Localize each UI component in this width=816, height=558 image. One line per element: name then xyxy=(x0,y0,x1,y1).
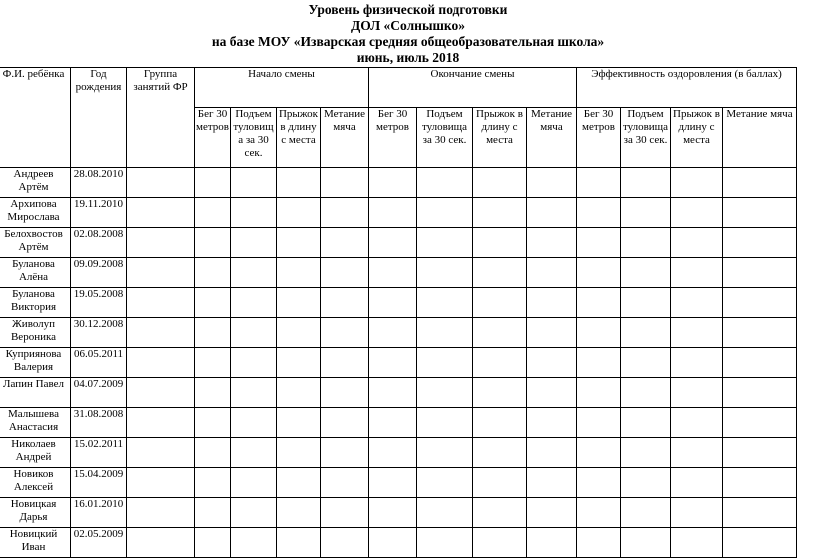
empty-cell xyxy=(277,348,321,378)
title-line-2: ДОЛ «Солнышко» xyxy=(350,18,465,33)
empty-cell xyxy=(417,528,473,558)
empty-cell xyxy=(369,498,417,528)
table-row xyxy=(0,348,797,378)
empty-cell xyxy=(417,198,473,228)
empty-cell xyxy=(321,438,369,468)
student-name: Новицкий Иван xyxy=(0,528,71,558)
empty-cell xyxy=(577,498,621,528)
header-start-run: Бег 30 метров xyxy=(195,108,231,168)
empty-cell xyxy=(621,288,671,318)
empty-cell xyxy=(621,528,671,558)
empty-cell xyxy=(321,468,369,498)
empty-cell xyxy=(527,288,577,318)
student-birth-date: 19.11.2010 xyxy=(71,198,127,228)
empty-cell xyxy=(195,348,231,378)
empty-cell xyxy=(369,468,417,498)
student-name: Николаев Андрей xyxy=(0,438,71,468)
student-name: Архипова Мирослава xyxy=(0,198,71,228)
empty-cell xyxy=(723,288,797,318)
student-name: Буланова Виктория xyxy=(0,288,71,318)
empty-cell xyxy=(321,258,369,288)
empty-cell xyxy=(723,318,797,348)
empty-cell xyxy=(577,348,621,378)
empty-cell xyxy=(671,168,723,198)
empty-cell xyxy=(723,258,797,288)
student-birth-date: 28.08.2010 xyxy=(71,168,127,198)
empty-cell xyxy=(195,498,231,528)
empty-cell xyxy=(527,468,577,498)
empty-cell xyxy=(671,528,723,558)
empty-cell xyxy=(577,318,621,348)
empty-cell xyxy=(621,198,671,228)
empty-cell xyxy=(473,438,527,468)
empty-cell xyxy=(195,168,231,198)
empty-cell xyxy=(369,438,417,468)
empty-cell xyxy=(231,198,277,228)
empty-cell xyxy=(277,258,321,288)
empty-cell xyxy=(577,528,621,558)
empty-cell xyxy=(473,528,527,558)
student-name: Живолуп Вероника xyxy=(0,318,71,348)
empty-cell xyxy=(277,288,321,318)
empty-cell xyxy=(195,438,231,468)
empty-cell xyxy=(277,438,321,468)
empty-cell xyxy=(231,498,277,528)
empty-cell xyxy=(671,378,723,408)
empty-cell xyxy=(195,408,231,438)
table-row xyxy=(0,378,797,408)
empty-cell xyxy=(723,468,797,498)
empty-cell xyxy=(671,198,723,228)
empty-cell xyxy=(127,378,195,408)
empty-cell xyxy=(277,468,321,498)
empty-cell xyxy=(231,468,277,498)
student-name: Новиков Алексей xyxy=(0,468,71,498)
header-group: Группа занятий ФР xyxy=(127,68,195,168)
student-birth-date: 15.04.2009 xyxy=(71,468,127,498)
empty-cell xyxy=(231,258,277,288)
empty-cell xyxy=(621,408,671,438)
empty-cell xyxy=(577,438,621,468)
empty-cell xyxy=(417,378,473,408)
empty-cell xyxy=(369,528,417,558)
empty-cell xyxy=(417,288,473,318)
student-name: Лапин Павел xyxy=(0,378,71,408)
empty-cell xyxy=(723,378,797,408)
empty-cell xyxy=(127,528,195,558)
empty-cell xyxy=(473,258,527,288)
empty-cell xyxy=(671,228,723,258)
empty-cell xyxy=(127,408,195,438)
header-birth: Год рождения xyxy=(71,68,127,168)
empty-cell xyxy=(417,498,473,528)
empty-cell xyxy=(231,408,277,438)
empty-cell xyxy=(321,378,369,408)
student-name: Куприянова Валерия xyxy=(0,348,71,378)
empty-cell xyxy=(127,228,195,258)
fitness-table xyxy=(0,67,797,558)
empty-cell xyxy=(621,258,671,288)
empty-cell xyxy=(321,288,369,318)
student-name: Новицкая Дарья xyxy=(0,498,71,528)
student-birth-date: 06.05.2011 xyxy=(71,348,127,378)
empty-cell xyxy=(321,528,369,558)
empty-cell xyxy=(321,168,369,198)
table-row xyxy=(0,498,797,528)
empty-cell xyxy=(369,228,417,258)
empty-cell xyxy=(577,258,621,288)
empty-cell xyxy=(621,468,671,498)
student-birth-date: 15.02.2011 xyxy=(71,438,127,468)
header-start-jump: Прыжок в длину с места xyxy=(277,108,321,168)
document-title xyxy=(0,2,816,66)
empty-cell xyxy=(127,438,195,468)
header-effect-run: Бег 30 метров xyxy=(577,108,621,168)
student-birth-date: 04.07.2009 xyxy=(71,378,127,408)
empty-cell xyxy=(417,408,473,438)
header-end-jump: Прыжок в длину с места xyxy=(473,108,527,168)
student-name: Белохвостов Артём xyxy=(0,228,71,258)
empty-cell xyxy=(527,228,577,258)
empty-cell xyxy=(369,348,417,378)
empty-cell xyxy=(321,228,369,258)
empty-cell xyxy=(577,408,621,438)
empty-cell xyxy=(127,258,195,288)
empty-cell xyxy=(127,348,195,378)
empty-cell xyxy=(231,348,277,378)
empty-cell xyxy=(671,408,723,438)
empty-cell xyxy=(231,438,277,468)
empty-cell xyxy=(127,168,195,198)
header-end-throw: Метание мяча xyxy=(527,108,577,168)
empty-cell xyxy=(195,528,231,558)
empty-cell xyxy=(473,228,527,258)
empty-cell xyxy=(527,318,577,348)
empty-cell xyxy=(723,408,797,438)
empty-cell xyxy=(277,408,321,438)
empty-cell xyxy=(621,438,671,468)
empty-cell xyxy=(369,198,417,228)
empty-cell xyxy=(369,318,417,348)
empty-cell xyxy=(473,198,527,228)
header-end-shift: Окончание смены xyxy=(369,68,577,108)
empty-cell xyxy=(195,378,231,408)
header-end-situps: Подъем туловища за 30 сек. xyxy=(417,108,473,168)
empty-cell xyxy=(127,288,195,318)
empty-cell xyxy=(277,198,321,228)
empty-cell xyxy=(369,408,417,438)
empty-cell xyxy=(671,318,723,348)
empty-cell xyxy=(473,168,527,198)
table-row xyxy=(0,318,797,348)
table-row xyxy=(0,258,797,288)
empty-cell xyxy=(321,198,369,228)
empty-cell xyxy=(577,468,621,498)
empty-cell xyxy=(527,498,577,528)
empty-cell xyxy=(473,288,527,318)
empty-cell xyxy=(723,438,797,468)
empty-cell xyxy=(621,318,671,348)
empty-cell xyxy=(527,438,577,468)
empty-cell xyxy=(723,498,797,528)
empty-cell xyxy=(417,438,473,468)
empty-cell xyxy=(723,168,797,198)
empty-cell xyxy=(671,348,723,378)
empty-cell xyxy=(473,378,527,408)
empty-cell xyxy=(417,228,473,258)
empty-cell xyxy=(231,168,277,198)
empty-cell xyxy=(277,378,321,408)
header-effect-throw: Метание мяча xyxy=(723,108,797,168)
empty-cell xyxy=(231,318,277,348)
table-row xyxy=(0,228,797,258)
empty-cell xyxy=(417,258,473,288)
empty-cell xyxy=(577,228,621,258)
empty-cell xyxy=(417,468,473,498)
header-start-throw: Метание мяча xyxy=(321,108,369,168)
empty-cell xyxy=(277,228,321,258)
table-row xyxy=(0,438,797,468)
title-line-4: июнь, июль 2018 xyxy=(356,50,460,65)
empty-cell xyxy=(127,318,195,348)
empty-cell xyxy=(671,288,723,318)
empty-cell xyxy=(723,198,797,228)
header-start-shift: Начало смены xyxy=(195,68,369,108)
table-row xyxy=(0,168,797,198)
empty-cell xyxy=(195,468,231,498)
empty-cell xyxy=(527,408,577,438)
empty-cell xyxy=(473,408,527,438)
header-name: Ф.И. ребёнка xyxy=(0,68,71,168)
empty-cell xyxy=(671,498,723,528)
empty-cell xyxy=(527,168,577,198)
student-birth-date: 09.09.2008 xyxy=(71,258,127,288)
empty-cell xyxy=(621,378,671,408)
student-name: Малышева Анастасия xyxy=(0,408,71,438)
empty-cell xyxy=(321,498,369,528)
student-birth-date: 02.08.2008 xyxy=(71,228,127,258)
empty-cell xyxy=(417,168,473,198)
empty-cell xyxy=(369,258,417,288)
empty-cell xyxy=(417,348,473,378)
empty-cell xyxy=(473,498,527,528)
empty-cell xyxy=(127,198,195,228)
empty-cell xyxy=(231,378,277,408)
empty-cell xyxy=(321,348,369,378)
empty-cell xyxy=(527,378,577,408)
empty-cell xyxy=(195,288,231,318)
empty-cell xyxy=(621,168,671,198)
empty-cell xyxy=(671,438,723,468)
empty-cell xyxy=(527,528,577,558)
header-effectiveness: Эффективность оздоровления (в баллах) xyxy=(577,68,797,108)
student-birth-date: 31.08.2008 xyxy=(71,408,127,438)
student-birth-date: 30.12.2008 xyxy=(71,318,127,348)
header-start-situps: Подъем туловищ а за 30 сек. xyxy=(231,108,277,168)
header-effect-jump: Прыжок в длину с места xyxy=(671,108,723,168)
empty-cell xyxy=(473,348,527,378)
empty-cell xyxy=(277,168,321,198)
table-row xyxy=(0,288,797,318)
student-birth-date: 02.05.2009 xyxy=(71,528,127,558)
title-line-3: на базе МОУ «Изварская средняя общеобразовательная школа» xyxy=(211,34,605,49)
empty-cell xyxy=(527,258,577,288)
empty-cell xyxy=(321,408,369,438)
empty-cell xyxy=(231,288,277,318)
empty-cell xyxy=(321,318,369,348)
empty-cell xyxy=(127,468,195,498)
header-effect-situps: Подъем туловища за 30 сек. xyxy=(621,108,671,168)
empty-cell xyxy=(277,318,321,348)
empty-cell xyxy=(723,528,797,558)
empty-cell xyxy=(195,318,231,348)
student-birth-date: 19.05.2008 xyxy=(71,288,127,318)
empty-cell xyxy=(723,348,797,378)
empty-cell xyxy=(671,258,723,288)
student-birth-date: 16.01.2010 xyxy=(71,498,127,528)
table-row xyxy=(0,408,797,438)
empty-cell xyxy=(577,168,621,198)
student-name: Андреев Артём xyxy=(0,168,71,198)
empty-cell xyxy=(369,378,417,408)
empty-cell xyxy=(417,318,473,348)
table-row xyxy=(0,468,797,498)
empty-cell xyxy=(473,468,527,498)
empty-cell xyxy=(577,198,621,228)
empty-cell xyxy=(127,498,195,528)
table-row xyxy=(0,198,797,228)
header-row-groups xyxy=(0,68,797,108)
title-line-1: Уровень физической подготовки xyxy=(308,2,508,17)
table-row xyxy=(0,528,797,558)
empty-cell xyxy=(577,378,621,408)
empty-cell xyxy=(527,198,577,228)
empty-cell xyxy=(671,468,723,498)
empty-cell xyxy=(231,228,277,258)
empty-cell xyxy=(277,528,321,558)
empty-cell xyxy=(621,348,671,378)
empty-cell xyxy=(723,228,797,258)
empty-cell xyxy=(621,498,671,528)
empty-cell xyxy=(195,258,231,288)
header-end-run: Бег 30 метров xyxy=(369,108,417,168)
empty-cell xyxy=(369,168,417,198)
empty-cell xyxy=(195,228,231,258)
empty-cell xyxy=(577,288,621,318)
empty-cell xyxy=(621,228,671,258)
empty-cell xyxy=(231,528,277,558)
empty-cell xyxy=(277,498,321,528)
empty-cell xyxy=(369,288,417,318)
empty-cell xyxy=(195,198,231,228)
student-name: Буланова Алёна xyxy=(0,258,71,288)
empty-cell xyxy=(527,348,577,378)
empty-cell xyxy=(473,318,527,348)
